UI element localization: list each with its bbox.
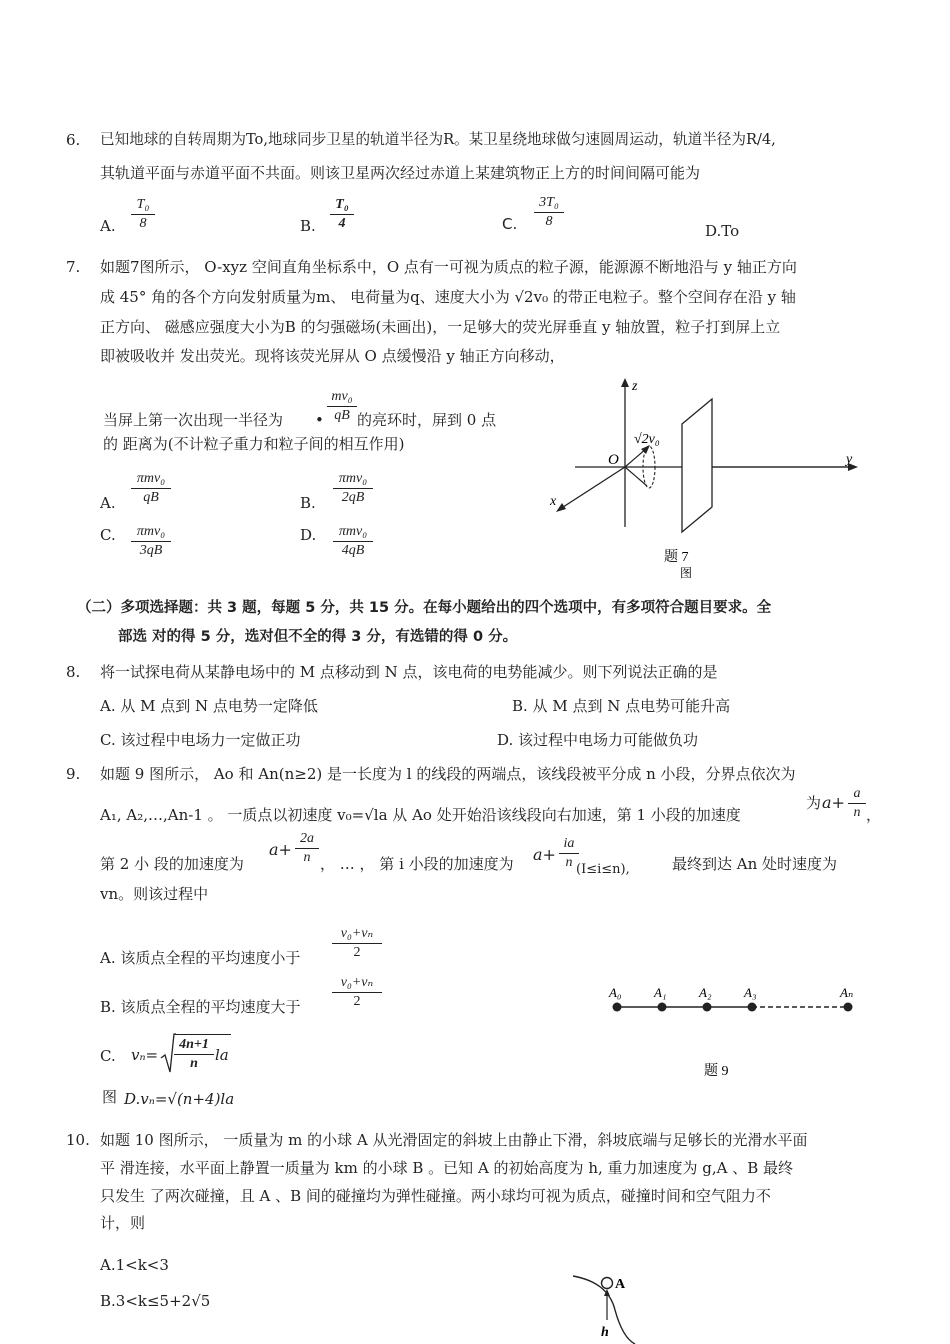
q6-option-b-fraction[interactable] (330, 197, 354, 232)
q9-point-0 (613, 1003, 622, 1012)
q8-number: 8. (66, 663, 81, 681)
q9-option-b-num: v₀+vₙ (340, 975, 374, 990)
q7-option-c-num: πmv₀ (136, 524, 166, 539)
q6-option-a-den: 8 (139, 216, 147, 231)
q10-ball-a (602, 1278, 613, 1289)
q9-a2-num: 2a (300, 831, 314, 846)
q9-point-label-2: A₂ (699, 985, 712, 1000)
q6-number: 6. (66, 131, 81, 149)
q9-stem-line4: vn。则该过程中 (100, 885, 209, 903)
q6-option-d[interactable]: D.To (705, 222, 740, 240)
q10-stem-line1: 如题 10 图所示， 一质量为 m 的小球 A 从光滑固定的斜坡上由静止下滑，斜坡底端与足够长的光滑水平面 (100, 1131, 808, 1149)
q9-stem-line3c: 最终到达 An 处时速度为 (672, 855, 838, 873)
q9-option-c-label[interactable]: C. (100, 1047, 116, 1065)
q9-option-a-den: 2 (353, 945, 361, 960)
q10-stem-line2: 平 滑连接，水平面上静置一质量为 km 的小球 B 。已知 A 的初始高度为 h, 重力加速度为 g,A 、B 最终 (100, 1159, 794, 1177)
q7-fig-caption: 题 7 (664, 550, 689, 565)
q9-comma: ， (866, 806, 882, 824)
q9-point-label-3: A₃ (744, 985, 757, 1000)
q9-ai-num: ia (563, 836, 575, 851)
q7-option-a-den: qB (143, 490, 159, 505)
q7-option-b-den: 2qB (341, 490, 365, 505)
q8-option-b[interactable]: B. 从 M 点到 N 点电势可能升高 (512, 697, 731, 715)
q7-stem-line3: 正方向、 磁感应强度大小为B 的匀强磁场(未画出)，一足够大的荧光屏垂直 y 轴放置，粒子打到屏上立 (100, 318, 781, 336)
q9-figure (600, 980, 870, 1080)
q9-a2-fraction (295, 831, 319, 866)
q10-figure (565, 1270, 685, 1344)
q7-stem-line1: 如题7图所示， O-xyz 空间直角坐标系中，O 点有一可视为质点的粒子源，能源源不断地沿与 y 轴正方向 (100, 258, 797, 276)
q7-fig-caption-2: 图 (680, 566, 693, 580)
q6-stem-line2: 其轨道平面与赤道平面不共面。则该卫星两次经过赤道上某建筑物正上方的时间间隔可能为 (100, 164, 701, 182)
q7-stem-line4: 即被吸收并 发出荧光。现将该荧光屏从 O 点缓慢沿 y 轴正方向移动， (100, 347, 565, 365)
section2-heading-line1: （二）多项选择题：共 3 题，每题 5 分，共 15 分。在每小题给出的四个选项中，有多项符合题目要求。全 (77, 600, 772, 616)
q9-range: (I≤i≤n), (576, 862, 630, 877)
q7-radius-den: qB (334, 408, 350, 423)
q7-radius-fraction (327, 389, 357, 424)
q7-option-b-num: πmv₀ (338, 471, 368, 486)
q9-number: 9. (66, 765, 81, 783)
q9-option-d-prefix: 图 (102, 1088, 118, 1106)
q7-option-d-den: 4qB (341, 543, 365, 558)
q9-a1-prefix: a+ (822, 793, 845, 812)
q7-dot: • (315, 411, 324, 429)
q7-number: 7. (66, 258, 81, 276)
q7-stem-line5a: 当屏上第一次出现一半径为 (103, 411, 284, 429)
q9-ai-den: n (565, 855, 573, 870)
q9-a1-fraction (848, 786, 866, 821)
q9-option-c-tail: la (215, 1046, 229, 1064)
q7-radius-num: mv₀ (331, 389, 353, 404)
q7-axis-x: x (550, 494, 557, 509)
q7-origin-label: O (608, 452, 619, 468)
q7-option-d-fraction[interactable] (333, 524, 373, 559)
q9-point-label-1: A₁ (654, 985, 667, 1000)
q9-point-3 (748, 1003, 757, 1012)
q9-point-4 (844, 1003, 853, 1012)
q9-a2-den: n (303, 850, 311, 865)
q6-option-b-label[interactable]: B. (300, 217, 316, 235)
q9-fig-caption: 题 9 (704, 1064, 729, 1079)
q9-stem-line3b: ， … ， 第 i 小段的加速度为 (320, 855, 514, 873)
q9-point-2 (703, 1003, 712, 1012)
q6-option-b-num: T₀ (335, 197, 349, 212)
q8-option-a[interactable]: A. 从 M 点到 N 点电势一定降低 (100, 697, 318, 715)
q9-point-label-0: A₀ (609, 985, 622, 1000)
q7-option-b-fraction[interactable] (333, 471, 373, 506)
q7-option-c-den: 3qB (139, 543, 163, 558)
q10-number: 10. (66, 1131, 90, 1149)
q6-option-c-label[interactable]: C. (502, 215, 518, 233)
q10-option-b[interactable]: B.3<k≤5+2√5 (100, 1292, 211, 1310)
q10-option-a[interactable]: A.1<k<3 (100, 1256, 169, 1274)
q7-option-c-fraction[interactable] (131, 524, 171, 559)
section2-heading-line2: 部选 对的得 5 分，选对但不全的得 3 分，有选错的得 0 分。 (118, 629, 518, 645)
q7-axis-z: z (632, 379, 638, 394)
q10-ball-a-label: A (615, 1277, 626, 1292)
q9-option-c-fraction[interactable] (174, 1037, 214, 1072)
q9-point-1 (658, 1003, 667, 1012)
q6-option-a-label[interactable]: A. (100, 217, 116, 235)
q10-height-label: h (601, 1325, 609, 1340)
q7-option-b-label[interactable]: B. (300, 494, 316, 512)
q7-option-d-label[interactable]: D. (300, 526, 317, 544)
q7-figure (540, 372, 870, 580)
q7-option-d-num: πmv₀ (338, 524, 368, 539)
q9-option-b[interactable]: B. 该质点全程的平均速度大于 (100, 998, 301, 1016)
q9-stem-line3a: 第 2 小 段的加速度为 (100, 855, 244, 873)
q8-stem: 将一试探电荷从某静电场中的 M 点移动到 N 点，该电荷的电势能减少。则下列说法正确的是 (100, 663, 718, 681)
q6-option-c-num: 3T₀ (539, 195, 559, 210)
q7-stem-line2: 成 45° 角的各个方向发射质量为m、 电荷量为q、速度大小为 √2v₀ 的带正电粒子。整个空间存在沿 y 轴 (100, 288, 796, 306)
q6-option-b-den: 4 (338, 216, 346, 231)
q9-option-a-num: v₀+vₙ (340, 926, 374, 941)
q6-option-c-fraction[interactable] (534, 195, 564, 230)
q8-option-d[interactable]: D. 该过程中电场力可能做负功 (497, 731, 699, 749)
q7-option-a-fraction[interactable] (131, 471, 171, 506)
q7-axis-y: y (846, 452, 853, 467)
q9-a2-prefix: a+ (269, 840, 292, 859)
q8-option-c[interactable]: C. 该过程中电场力一定做正功 (100, 731, 301, 749)
q9-option-a-fraction[interactable] (332, 925, 382, 961)
q9-stem-line2: A₁, A₂,…,An-1 。 一质点以初速度 v₀=√la 从 Ao 处开始沿该线段向右加速，第 1 小段的加速度 (100, 806, 741, 824)
q9-stem-line1: 如题 9 图所示， Ao 和 An(n≥2) 是一长度为 l 的线段的两端点，该线段被平分成 n 小段，分界点依次为 (100, 765, 796, 783)
q9-wei: 为 (806, 794, 822, 812)
q7-stem-line6: 的 距离为(不计粒子重力和粒子间的相互作用) (103, 435, 405, 453)
q6-option-a-fraction[interactable] (131, 197, 155, 232)
q9-option-b-fraction[interactable] (332, 974, 382, 1010)
q9-option-d[interactable]: D.vₙ=√(n+4)la (124, 1090, 235, 1108)
q9-a1-den: n (853, 805, 861, 820)
q10-stem-line4: 计，则 (100, 1214, 146, 1232)
q9-a1-num: a (853, 786, 861, 801)
q7-option-a-label[interactable]: A. (100, 494, 116, 512)
q7-option-c-label[interactable]: C. (100, 526, 116, 544)
q7-stem-line5b: 的亮环时，屏到 0 点 (357, 411, 497, 429)
q6-option-a-num: T₀ (136, 197, 150, 212)
q9-option-c-overline (175, 1034, 231, 1035)
q6-option-c-den: 8 (545, 214, 553, 229)
q9-option-b-den: 2 (353, 994, 361, 1009)
q7-velocity-label: √2v₀ (634, 432, 660, 447)
q10-stem-line3: 只发生 了两次碰撞，且 A 、B 间的碰撞均为弹性碰撞。两小球均可视为质点，碰撞时间和空气阻力不 (100, 1187, 771, 1205)
q9-option-a[interactable]: A. 该质点全程的平均速度小于 (100, 949, 301, 967)
q6-stem-line1: 已知地球的自转周期为To,地球同步卫星的轨道半径为R。某卫星绕地球做匀速圆周运动，轨道半径为R/4, (100, 131, 776, 148)
q9-option-c-lhs: vₙ= (131, 1046, 159, 1064)
q9-point-label-4: Aₙ (840, 985, 854, 1000)
q7-option-a-num: πmv₀ (136, 471, 166, 486)
q9-option-c-den: n (190, 1056, 198, 1071)
q9-ai-prefix: a+ (533, 845, 556, 864)
q9-option-c-num: 4n+1 (179, 1037, 209, 1052)
